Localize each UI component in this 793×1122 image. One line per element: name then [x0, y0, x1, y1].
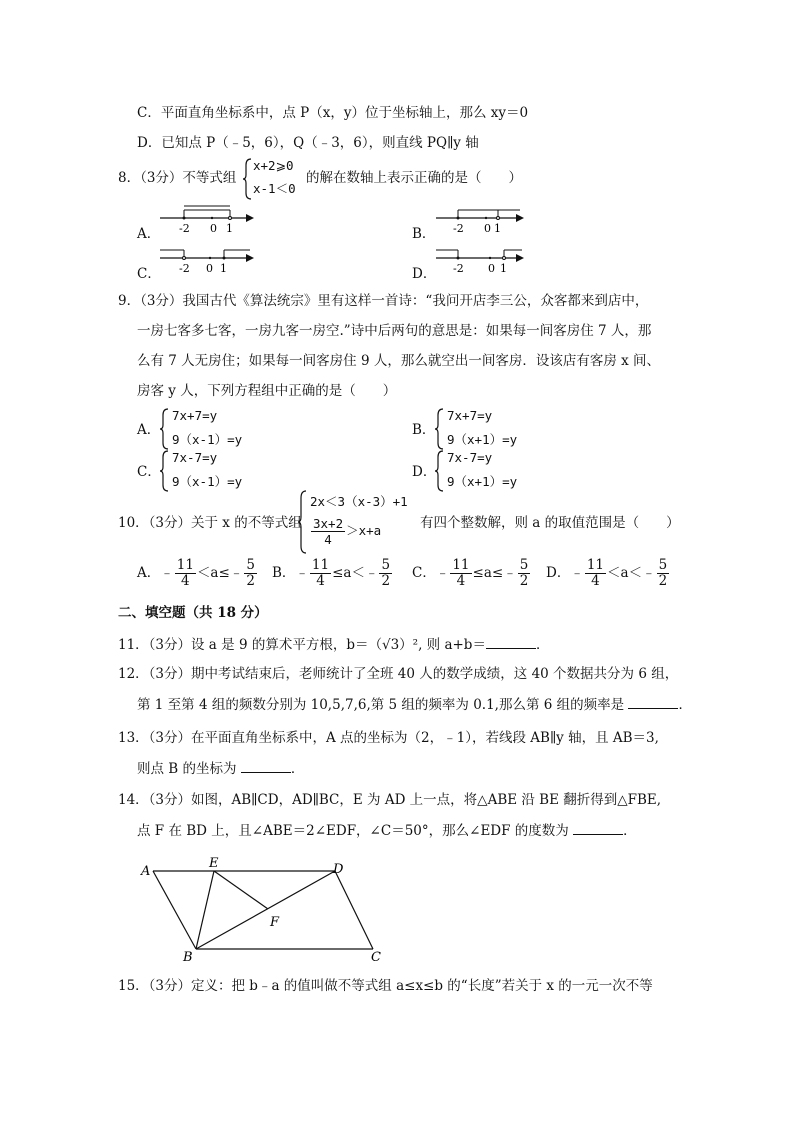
tick-label: 0: [488, 262, 495, 275]
equation-row: 9（x+1）=y: [447, 432, 518, 447]
option-mid: ＜a≤﹣: [196, 565, 244, 581]
q9-option-b-label: B．: [412, 422, 436, 438]
denominator: 4: [591, 573, 600, 589]
numerator: 11: [586, 557, 605, 573]
q13-end: ．: [290, 761, 305, 777]
option-label: B．﹣: [272, 565, 309, 581]
equation-row: 7x+7=y: [172, 408, 218, 423]
q9-option-c-system: [160, 450, 280, 492]
q9-option-b-system: [435, 408, 555, 450]
tick-label: 1: [220, 262, 227, 275]
q9-line-2: 一房七客多七客，一房九客一房空.”诗中后两句的意思是：如果每一间客房住 7 人，那: [137, 323, 652, 339]
q10-option-d: [546, 558, 670, 589]
q9-line-4: 房客 y 人，下列方程组中正确的是（ ）: [137, 383, 397, 399]
numerator: 5: [246, 557, 255, 573]
option-mid: ＜a＜﹣: [607, 565, 656, 581]
numerator: 5: [658, 557, 668, 573]
option-mid: ≤a≤﹣: [472, 565, 517, 581]
option-label: D．﹣: [546, 565, 584, 581]
q8-option-d-label: D．: [412, 266, 437, 282]
q8-option-b-label: B．: [412, 226, 436, 242]
answer-blank: [628, 694, 678, 709]
q12-text: 第 1 至第 4 组的频数分别为 10,5,7,6,第 5 组的频率为 0.1,那么第 6 组的频率是: [137, 697, 625, 713]
brace-icon: [243, 158, 253, 200]
denominator: 2: [658, 573, 668, 589]
tick-label: 0: [206, 262, 213, 275]
point-label-d: D: [333, 862, 344, 877]
point-label-e: E: [209, 856, 219, 871]
q10-ineq-2-numerator: 3x+2: [313, 516, 344, 531]
option-mid: ≤a＜﹣: [332, 565, 379, 581]
point-label-c: C: [371, 950, 381, 965]
tick-label: -2: [179, 262, 190, 275]
answer-blank: [241, 758, 291, 773]
q8-ineq-1: x+2⩾0: [253, 158, 294, 173]
tick-label: 0: [210, 222, 217, 235]
q8-prefix: 8．（3分）不等式组: [118, 170, 237, 186]
q12-line-1: 12．（3分）期中考试结束后，老师统计了全班 40 人的数学成绩，这 40 个数据共分为 6 组，: [118, 666, 679, 682]
brace-icon: [160, 450, 170, 492]
q11-line: [118, 634, 549, 655]
q7-option-d: D．已知点 P（﹣5，6），Q（﹣3，6），则直线 PQ∥y 轴: [137, 135, 479, 151]
equation-row: 7x+7=y: [447, 408, 493, 423]
q10-ineq-2-denominator: 4: [324, 532, 332, 547]
q9-option-a-system: [160, 408, 280, 450]
q14-geometry-figure: [135, 855, 395, 967]
q9-option-d-system: [435, 450, 555, 492]
denominator: 2: [246, 573, 255, 589]
q10-option-a: [137, 558, 258, 589]
brace-icon: [435, 450, 445, 492]
q8-ineq-2: x-1＜0: [253, 181, 296, 196]
q9-option-d-label: D．: [412, 464, 437, 480]
q14-end: ．: [623, 823, 637, 839]
q9-line-3: 么有 7 人无房住；如果每一间客房住 9 人，那么就空出一间客房．设该店有客房 x 间、: [137, 353, 661, 369]
q10-ineq-2: [310, 516, 381, 547]
q10-prefix: 10．（3分）关于 x 的不等式组: [118, 515, 302, 531]
equation-row: 9（x+1）=y: [447, 474, 518, 489]
q7-option-c: C．平面直角坐标系中，点 P（x，y）位于坐标轴上，那么 xy＝0: [137, 105, 529, 121]
point-label-f: F: [270, 915, 280, 930]
numerator: 11: [311, 557, 330, 573]
denominator: 4: [316, 573, 325, 589]
q10-option-c: [412, 558, 531, 589]
q10-option-b: [272, 558, 393, 589]
tick-label: 1: [500, 262, 507, 275]
numerator: 5: [381, 557, 391, 573]
q13-line-1: 13．（3分）在平面直角坐标系中，A 点的坐标为（2，﹣1），若线段 AB∥y 轴，且 AB＝3,: [118, 730, 659, 746]
q10-ineq-1: 2x＜3（x-3）+1: [310, 494, 408, 509]
equation-row: 7x-7=y: [447, 450, 493, 465]
answer-blank: [573, 820, 623, 835]
q9-option-a-label: A．: [137, 422, 161, 438]
q12-line-2: [137, 694, 692, 715]
denominator: 4: [181, 573, 190, 589]
q14-line-2: [137, 820, 637, 841]
q13-line-2: [137, 758, 304, 779]
q8-option-a-label: A．: [137, 226, 161, 242]
q9-option-c-label: C．: [137, 464, 161, 480]
brace-icon: [298, 490, 308, 554]
numerator: 11: [452, 557, 470, 573]
q8-option-c-number-line: [160, 240, 260, 276]
q8-option-b-number-line: [436, 200, 536, 236]
q13-text: 则点 B 的坐标为: [137, 761, 237, 777]
q8-option-a-number-line: [160, 200, 260, 236]
q15-line-1: 15．（3分）定义：把 b﹣a 的值叫做不等式组 a≤x≤b 的“长度”若关于 x 的一元一次不等: [118, 978, 653, 994]
q10-ineq-2-rest: ＞x+a: [346, 523, 382, 538]
option-label: A．﹣: [137, 565, 174, 581]
tick-label: -2: [179, 222, 190, 235]
denominator: 4: [456, 573, 466, 589]
tick-label: 0: [484, 222, 491, 235]
q14-line-1: 14．（3分）如图，AB∥CD，AD∥BC，E 为 AD 上一点，将△ABE 沿 BE 翻折得到△FBE,: [118, 792, 662, 808]
point-label-b: B: [183, 950, 193, 965]
tick-label: -2: [453, 262, 464, 275]
q11-end: ．: [535, 637, 550, 653]
q11-text: 11．（3分）设 a 是 9 的算术平方根，b＝（√3）², 则 a+b＝: [118, 637, 486, 653]
q12-end: ．: [678, 697, 692, 713]
q8-option-c-label: C．: [137, 266, 161, 282]
q10-inequality-system: [298, 490, 428, 554]
q9-line-1: 9．（3分）我国古代《算法统宗》里有这样一首诗：“我问开店李三公，众客都来到店中，: [118, 293, 649, 309]
numerator: 5: [519, 557, 529, 573]
point-label-a: A: [141, 864, 151, 879]
equation-row: 7x-7=y: [172, 450, 218, 465]
q10-suffix: 有四个整数解，则 a 的取值范围是（ ）: [420, 515, 680, 531]
brace-icon: [435, 408, 445, 450]
tick-label: -2: [453, 222, 464, 235]
tick-label: 1: [226, 222, 233, 235]
denominator: 2: [381, 573, 391, 589]
answer-blank: [486, 634, 536, 649]
numerator: 11: [176, 557, 194, 573]
q8-option-d-number-line: [436, 240, 536, 276]
tick-label: 1: [494, 222, 501, 235]
option-label: C．﹣: [412, 565, 450, 581]
denominator: 2: [519, 573, 529, 589]
brace-icon: [160, 408, 170, 450]
section-heading: 二、填空题（共 18 分）: [118, 605, 268, 621]
q14-text: 点 F 在 BD 上，且∠ABE＝2∠EDF，∠C＝50°，那么∠EDF 的度数为: [137, 823, 569, 839]
q8-suffix: 的解在数轴上表示正确的是（ ）: [306, 170, 522, 186]
equation-row: 9（x-1）=y: [172, 474, 243, 489]
equation-row: 9（x-1）=y: [172, 432, 243, 447]
